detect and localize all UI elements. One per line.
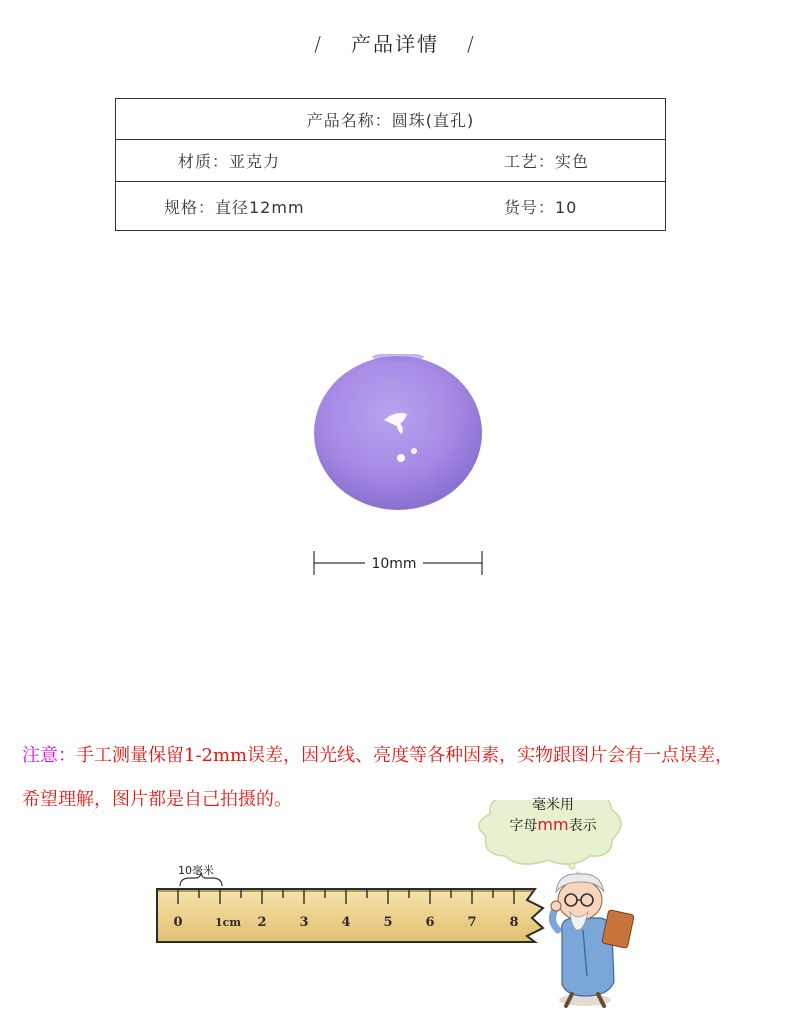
- cloud-line-1: 毫米用: [532, 797, 574, 813]
- tick-label: 3: [299, 915, 309, 930]
- spec-table: [115, 98, 666, 231]
- cloud-line-2: [488, 815, 618, 835]
- page-title: [0, 28, 790, 57]
- tick-label: 2: [257, 915, 267, 930]
- title-slash-left: /: [314, 32, 323, 56]
- title-slash-right: /: [467, 32, 476, 56]
- tick-label: 0: [173, 915, 183, 930]
- bead-image: [312, 354, 486, 510]
- notice-prefix: 注意：: [22, 745, 76, 766]
- spec-material: 材质：亚克力: [116, 140, 479, 182]
- spec-product-name: 产品名称：圆珠(直孔): [116, 99, 666, 140]
- bracket-label: 10毫米: [178, 864, 214, 877]
- tick-label: 5: [383, 915, 393, 930]
- title-text: 产品详情: [351, 32, 439, 56]
- cloud-line-2-pre: 字母: [509, 818, 538, 834]
- spec-row-name: [116, 99, 666, 140]
- tick-label: 1cm: [215, 916, 241, 929]
- cloud-line-2-post: 表示: [568, 818, 597, 834]
- tick-label: 4: [341, 915, 351, 930]
- spec-row-material: [116, 140, 666, 182]
- notice-line-1: [22, 734, 782, 778]
- ruler-tick-labels: [173, 915, 518, 930]
- spec-row-size: [116, 182, 666, 231]
- ruler-illustration: [0, 800, 790, 1023]
- professor-icon: [551, 874, 634, 1006]
- cloud-mm-highlight: mm: [537, 815, 569, 834]
- scale-label: 10mm: [371, 556, 417, 572]
- notice-line-2: 希望理解，图片都是自己拍摄的。: [22, 789, 292, 810]
- tick-label: 6: [425, 915, 435, 930]
- scale-indicator: [313, 549, 483, 577]
- tick-label: 7: [467, 915, 477, 930]
- spec-size: 规格：直径12mm: [116, 182, 479, 231]
- spec-craft: 工艺：实色: [478, 140, 666, 182]
- tick-label: 8: [509, 915, 519, 930]
- spec-item-no: 货号：10: [478, 182, 666, 231]
- notice-line-1-text: 手工测量保留1-2mm误差，因光线、亮度等各种因素，实物跟图片会有一点误差，: [76, 745, 734, 766]
